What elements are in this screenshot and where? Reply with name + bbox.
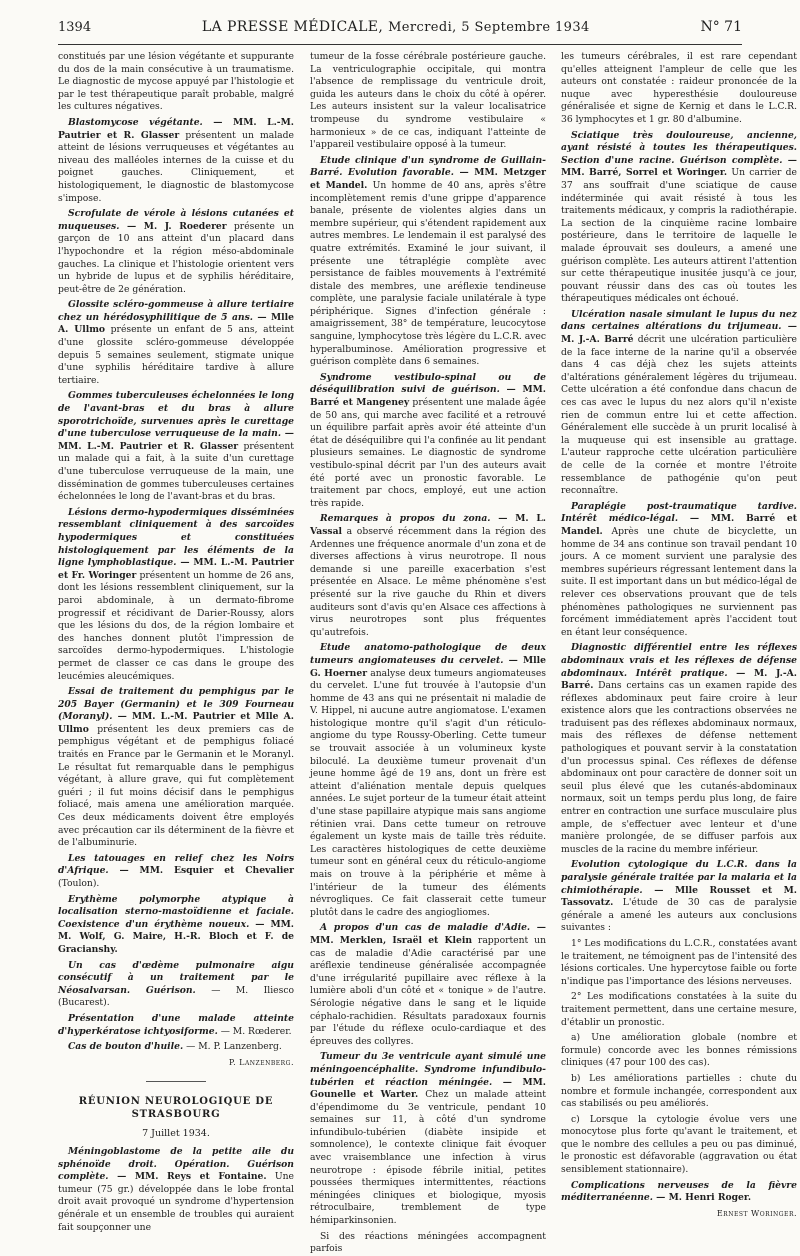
column-2 [310, 51, 547, 1255]
communication-authors: — M. J.-A. Barré. [561, 667, 798, 692]
communication-authors: — MM. Barré, Sorrel et Woringer. [561, 154, 797, 179]
section-heading: RÉUNION NEUROLOGIQUE DE STRASBOURG [78, 1096, 274, 1120]
communication [310, 513, 546, 639]
communication-authors: — MM. Reys et Fontaine. [108, 1171, 267, 1183]
communication-title: Complications nerveuses de la fièvre méditerranéenne. [561, 1179, 797, 1204]
communication [58, 299, 294, 387]
section-date: 7 Juillet 1934. [142, 1127, 210, 1139]
communication-body: rapportent un cas de maladie d'Adie caractérisé par une aréflexie tendineuse généralisée accompagnée d'une irrégularité pupillaire avec réflexe à la lumière aboli d'un côté et « tonique » de l'autre. Sérologie négative dans le sang et le liquide céphalo-rachidien. Résultats paradoxaux fournis par l'étude du réflexe oculo-cardiaque et des épreuves des collyres. [310, 934, 546, 1047]
communication-authors: — MM. Gounelle et Warter. [310, 1076, 546, 1101]
communication [58, 390, 294, 503]
page-number: 1394 [58, 19, 92, 35]
communication-title: Cas de bouton d'huile. [68, 1041, 184, 1053]
communication-title: Blastomycose végétante. [68, 116, 203, 128]
communication-title: Syndrome vestibulo-spinal ou de déséquilibration suivi de guérison. [310, 371, 546, 396]
communication-body: décrit une ulcération particulière de la face interne de la narine qu'il a observée dans 4 cas déjà chez les sujets atteints d'altérations généralement légères du trijumeau. Cette ulcération a été confondue dans chacun de ces cas avec le lupus du nez alors qu'il n'existe rien de commun entre lui et cette affection. Généralement elle succède à un prurit localisé à la muqueuse qui est insensible au grattage. L'auteur rapproche cette ulcération particulière de celle de la cornée et montre l'étroite ressemblance de pathogénie qu'on peut reconnaître. [561, 334, 797, 497]
signature: Ernest Woringer. [716, 1208, 797, 1218]
communication [58, 853, 294, 891]
communication-title: Glossite scléro-gommeuse à allure tertiaire chez un hérédosyphilitique de 5 ans. [58, 299, 294, 323]
communication-title: Remarques à propos du zona. [320, 513, 491, 525]
communication-title: Etude clinique d'un syndrome de Guillain-Barré. Evolution favorable. [310, 154, 546, 179]
paragraph: les tumeurs cérébrales, il est rare cependant qu'elles atteignent l'ampleur de celle que les auteurs ont constatée : raideur prononcée de la nuque avec hyperesthésie douloureuse généralisée et signe de Kernig et dans le L.C.R. 36 lymphocytes et 1 gr. 80 d'albumine. [561, 51, 797, 125]
communication-body: Un carrier de 37 ans souffrait d'une sciatique de cause indéterminée qui avait résisté à tous les traitements médicaux, y compris la radiothérapie. La section de la cinquième racine lombaire postérieure, dans le territoire de laquelle le malade éprouvait ses douleurs, a amené une guérison complète. Les auteurs attirent l'attention sur cette thérapeutique inusitée jusqu'à ce jour, pouvant réussir dans des cas où toutes les thérapeutiques médicales ont échoué. [561, 167, 797, 305]
communication [58, 960, 294, 1010]
communication-title: Ulcération nasale simulant le lupus du nez dans certaines altérations du trijumeau. [561, 308, 797, 333]
communication-authors: — MM. Metzger et Mandel. [310, 167, 546, 191]
list-item: c) Lorsque la cytologie évolue vers une monocytose plus forte qu'avant le traitement, et que le nombre des cellules a peu ou pas diminué, le pronostic est défavorable (aggravation ou état sensiblement stationnaire). [561, 1113, 797, 1176]
communication-title: Essai de traitement du pemphigus par le 205 Bayer (Germanin) et le 309 Fourneau (Moranyl). [58, 686, 294, 723]
communication [58, 894, 294, 957]
communication-body: Un homme de 40 ans, après s'être incomplètement remis d'une grippe d'apparence banale, présente de violentes algies dans un membre supérieur, qui s'étendent rapidement aux autres membres. Le lendemain il est paralysé des quatre extrémités. Examiné le jour suivant, il présente une tétraplégie complète avec persistance de faibles mouvements à l'extrémité distale des membres, une aréflexie tendineuse complète, une paralysie faciale unilatérale à type périphérique. Signes d'infection générale : amaigrissement, 38° de température, leucocytose sanguine, lymphocytose très légère du L.C.R. avec hyperalbuminose. Amélioration progressive et guérison complète dans 6 semaines. [310, 179, 546, 368]
communication-title: Les tatouages en relief chez les Noirs d'Afrique. [58, 852, 294, 877]
communication [58, 1146, 294, 1234]
communication [561, 859, 797, 935]
communication-body: Après une chute de bicyclette, un homme de 34 ans continue son travail pendant 10 jours. A ce moment survient une paralysie des membres supérieurs régressant lentement dans la suite. Il est important dans un but médico-légal de relever ces observations prouvant que de tels phénomènes pathologiques ne surviennent pas forcément immédiatement après l'accident tout en étant leur conséquence. [561, 525, 797, 638]
communication-body: (Toulon). [58, 878, 100, 889]
communication-body: L'étude de 30 cas de paralysie générale a amené les auteurs aux conclusions suivantes : [561, 897, 797, 934]
communication-body: — M. Iliesco (Bucarest). [58, 984, 294, 1009]
list-item: 2° Les modifications constatées à la suite du traitement permettent, dans une certaine mesure, d'établir un pronostic. [561, 991, 797, 1028]
list-item: b) Les améliorations partielles : chute du nombre et formule inchangée, correspondent aux cas stabilisés ou peu améliorés. [561, 1072, 797, 1110]
communication-title: Etude anatomo-pathologique de deux tumeurs angiomateuses du cervelet. [310, 642, 546, 666]
signature: P. Lanzenberg. [228, 1057, 294, 1067]
communication-authors: — M. J.-A. Barré [561, 321, 797, 346]
communication-authors: — MM. L.-M. Pautrier et Mlle A. Ullmo [58, 711, 294, 735]
communication [561, 501, 797, 640]
communication [58, 208, 294, 296]
communication [561, 130, 797, 306]
list-item: a) Une amélioration globale (nombre et formule) concorde avec les bonnes rémissions cliniques (47 pour 100 des cas). [561, 1032, 797, 1069]
communication [58, 686, 294, 850]
communication [310, 372, 546, 511]
communication-authors: — MM. M. Wolf, G. Maire, H.-R. Bloch et F. de Gracianshy. [58, 918, 294, 955]
communication-body: — M. P. Lanzenberg. [183, 1041, 282, 1053]
journal-name: LA PRESSE MÉDICALE, [201, 19, 384, 35]
communication [58, 1013, 294, 1038]
communication [561, 642, 797, 856]
communication-title: Evolution cytologique du L.C.R. dans la paralysie générale traitée par la malaria et la chimiothérapie. [561, 859, 797, 896]
communication-body: — M. Rœderer. [217, 1025, 292, 1037]
communication-authors: — MM. Barré et Mangeney [310, 384, 547, 409]
communication-authors: — MM. L.-M. Pautrier et R. Glasser [58, 428, 294, 452]
communication-body: Chez un malade atteint d'épendimome du 3e ventricule, pendant 10 semaines sur 11, à côté d'un syndrome infundibulo-tubérien (diabète insipide et somnolence), le contexte clinique fait évoquer avec vraisemblance une infection à virus neurotrope : épisode fébrile initial, petites poussées thermiques intermittentes, réactions méningées cliniques et biologique, myosis rétroculbaire, tremblement de type hémiparkinsonien. [310, 1089, 546, 1227]
communication [561, 309, 797, 498]
paragraph: constitués par une lésion végétante et suppurante du dos de la main consécutive à un traumatisme. Le diagnostic de mycose appuyé par l'histologie et par le test thérapeutique paraît probable, malgré les cultures négatives. [58, 51, 294, 113]
communication-body: présente un garçon de 10 ans atteint d'un placard dans l'hypochondre et la région méso-abdominale gauches. La clinique et l'histologie orientent vers un hybride de lupus et de syphilis héréditaire, peut-être de 2e génération. [58, 220, 294, 295]
communication-authors: — Mlle Rousset et M. Tassovatz. [561, 884, 797, 909]
communication-body: a observé récemment dans la région des Ardennes une fréquence anormale d'un zona et de diverses affections à virus neurotrope. Il nous demande si une pareille exacerbation s'est présentée en Alsace. Le même phénomène s'est présenté sur la rive gauche du Rhin et divers auditeurs sont d'avis qu'en Alsace ces affections à virus neurotropes sont plus fréquentes qu'autrefois. [310, 525, 546, 638]
communication-body: présentent un malade atteint de lésions verruqueuses et végétantes au niveau des malléoles internes de la cuisse et du poignet gauches. Cliniquement, et histologiquement, le diagnostic de blastomycose s'impose. [58, 129, 294, 204]
communication-body: présentent les deux premiers cas de pemphigus végétant et de pemphigus foliacé traités en France par le Germanin et le Moranyl. Le résultat fut remarquable dans le pemphigus végétant, à allure grave, qui fut complètement guéri ; il fut moins décisif dans le pemphigus foliacé, mais amena une amélioration marquée. Ces deux médicaments doivent être employés avec précaution car ils déterminent de la fièvre et de l'albuminurie. [58, 723, 294, 849]
communication-authors: — MM. Barré et Mandel. [561, 513, 797, 537]
paragraph: Si des réactions méningées accompagnent parfois [310, 1230, 546, 1255]
communication-title: Diagnostic différentiel entre les réflexes abdominaux vrais et les réflexes de défense abdominaux. Intérêt pratique. [561, 642, 797, 679]
communication-title: Un cas d'œdème pulmonaire aigu consécutif à un traitement par le Néosalvarsan. Guérison. [58, 959, 294, 996]
communication-title: Méningoblastome de la petite aile du sphénoïde droit. Opération. Guérison complète. [58, 1146, 294, 1183]
communication-title: Sciatique très douloureuse, ancienne, ayant résisté à toutes les thérapeutiques. Section d'une racine. Guérison complète. [561, 129, 797, 166]
column-1 [58, 51, 294, 1233]
journal-title [202, 19, 590, 35]
communication-title: Scrofulate de vérole à lésions cutanées et muqueuses. [58, 208, 294, 232]
column-3 [561, 51, 798, 1218]
communication-authors: — MM. L.-M. Pautrier et R. Glasser [58, 116, 294, 141]
communication-body: présentent une malade âgée de 50 ans, qui marche avec facilité et a retrouvé un équilibre parfait après avoir été atteinte d'un état de déséquilibre qui l'a confinée au lit pendant plusieurs semaines. Le diagnostic de syndrome vestibulo-spinal décrit par l'un des auteurs avait été porté avec un pronostic favorable. Le traitement par chocs, employé, eut une action très rapide. [310, 397, 546, 509]
communication-title: Tumeur du 3e ventricule ayant simulé une méningoencéphalite. Syndrome infundibulo-tubérien et réaction méningée. [310, 1051, 546, 1088]
communication-title: Paraplégie post-traumatique tardive. Intérêt médico-légal. [561, 500, 797, 525]
communication-authors: — M. L. Vassal [310, 513, 547, 537]
communication [58, 117, 294, 205]
communication-body: présentent un homme de 26 ans, dont les lésions ressemblent cliniquement, sur la paroi abdominale, à un dermato-fibrome progressif et récidivant de Darier-Roussy, alors que les lésions du dos, de la région lombaire et des hanches donnent plutôt l'impression de sarcoïdes dermo-hypodermiques. L'histologie permet de classer ce cas dans le groupe des leucémies aleucémiques. [58, 569, 294, 682]
communication [561, 1180, 797, 1205]
communication-authors: — Mlle G. Hoerner [310, 654, 546, 679]
communication-title: Gommes tuberculeuses échelonnées le long de l'avant-bras et du bras à allure sporotrichoïde, survenues après le curettage d'une tuberculose verruqueuse de la main. [58, 390, 294, 440]
communication [310, 155, 546, 369]
communication-title: Erythème polymorphe atypique à localisation sterno-mastoïdienne et faciale. Coexistence d'un érythème noueux. [58, 893, 294, 930]
issue-date: Mercredi, 5 Septembre 1934 [388, 20, 590, 35]
communication [58, 507, 294, 683]
communication-authors: — Mlle A. Ullmo [58, 311, 294, 336]
section-divider [146, 1081, 206, 1082]
communication-body: Dans certains cas un examen rapide des réflexes abdominaux peut faire croire à leur existence alors que les contractions observées ne traduisent pas des réflexes abdominaux normaux, mais des réflexes de défense nettement pathologiques et pouvant servir à la constatation d'un processus spinal. Ces réflexes de défense abdominaux ont pour caractère de donner soit un seuil plus élevé que les cutanés-abdominaux normaux, soit un temps perdu plus long, de faire entrer en contraction une surface musculaire plus ample, de s'effectuer avec lenteur et d'une manière prolongée, de se diffuser parfois aux muscles de la racine du membre inférieur. [561, 680, 797, 855]
communication [58, 1041, 294, 1054]
page-header [58, 10, 742, 45]
communication-title: Présentation d'une malade atteinte d'hyperkératose ichtyosiforme. [58, 1012, 294, 1037]
communication-title: Lésions dermo-hypodermiques disséminées ressemblant cliniquement à des sarcoïdes hypodermiques et constituées histologiquement par les éléments de la ligne lymphoblastique. [58, 506, 294, 569]
communication-authors: — MM. L.-M. Pautrier et Fr. Woringer [58, 557, 294, 581]
communication-body: analyse deux tumeurs angiomateuses du cervelet. L'une fut trouvée à l'autopsie d'un homme de 43 ans qui ne présentait ni maladie de V. Hippel, ni aucune autre angiomatose. L'examen histologique montre qu'il s'agit d'un réticulo-angiome du type Roussy-Oberling. Cette tumeur se trouvait associée à un volumineux kyste biloculé. La deuxième tumeur provenait d'un jeune homme âgé de 19 ans, dont un frère est atteint d'aliénation mentale depuis quelques années. Le sujet porteur de la tumeur était atteint d'une stase papillaire atypique mais sans angiome rétinien vrai. Dans cette tumeur on retrouve également un kyste mais de taille très réduite. Les caractères histologiques de cette deuxième tumeur sont en général ceux du réticulo-angiome mais on trouve à la périphérie et même à l'intérieur de la tumeur des éléments névrogliques. Ce fait classerait cette tumeur plutôt dans le cadre des angiogliomes. [310, 667, 546, 918]
communication-authors: — M. J. Roederer [119, 220, 227, 232]
communication [310, 1051, 546, 1227]
communication-body: Une tumeur (75 gr.) développée dans le lobe frontal droit avait provoqué un syndrome d'hypertension générale et un ensemble de troubles qui auraient fait soupçonner une [58, 1171, 294, 1233]
communication-authors: — M. Henri Roger. [652, 1192, 752, 1204]
communication-title: A propos d'un cas de maladie d'Adie. [320, 922, 531, 934]
communication-authors: — MM. Esquier et Chevalier [108, 865, 294, 877]
list-item: 1° Les modifications du L.C.R., constatées avant le traitement, ne témoignent pas de l'intensité des lésions corticales. Une hypercytose faible ou forte n'indique pas l'importance des lésions nerveuses. [561, 937, 797, 987]
communication-authors: — MM. Merklen, Israël et Klein [310, 922, 546, 946]
paragraph: tumeur de la fosse cérébrale postérieure gauche. La ventriculographie occipitale, qui montra l'absence de remplissage du ventricule droit, guida les auteurs dans le choix du côté à opérer. Les auteurs insistent sur la valeur localisatrice trompeuse du syndrome vestibulaire « harmonieux » de ce cas, indiquant l'atteinte de l'appareil vestibulaire opposé à la tumeur. [310, 51, 546, 151]
issue-number: N° 71 [700, 19, 742, 35]
communication-body: présentent un malade qui a fait, à la suite d'un curettage d'une tuberculose verruqueuse de la main, une dissémination de gommes tuberculeuses certaines échelonnées le long de l'avant-bras et du bras. [58, 440, 294, 503]
communication [310, 642, 546, 919]
communication [310, 922, 546, 1048]
communication-body: présente un enfant de 5 ans, atteint d'une glossite scléro-gommeuse développée depuis 5 semaines seulement, stigmate unique d'une syphilis héréditaire tardive à allure tertiaire. [58, 324, 294, 386]
